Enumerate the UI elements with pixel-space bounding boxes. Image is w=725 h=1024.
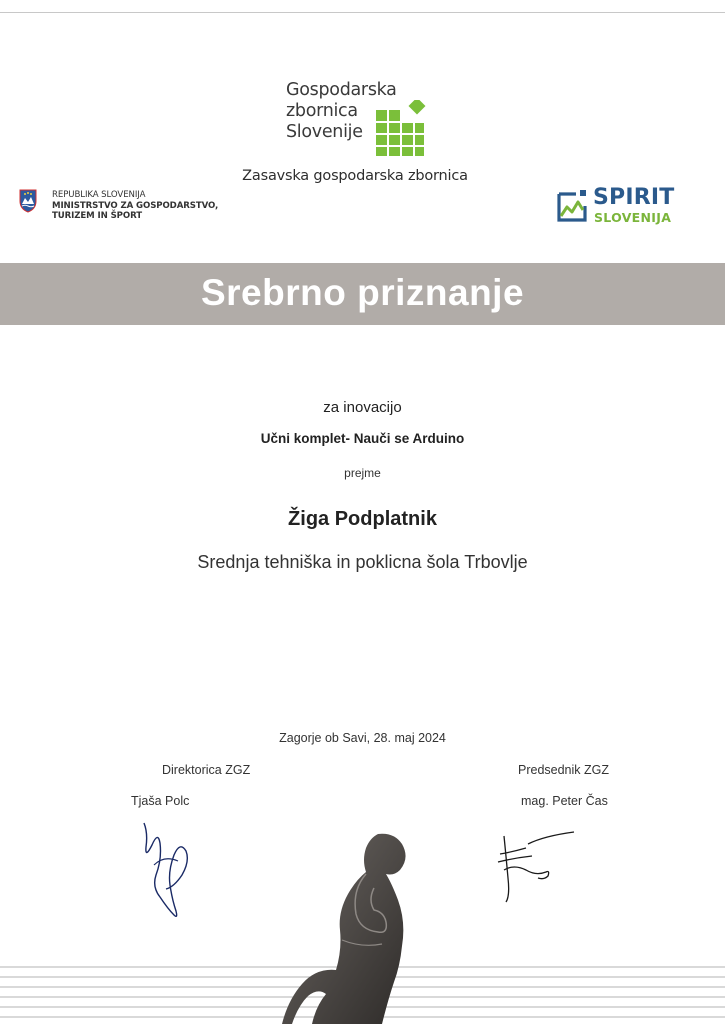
right-signatory-name: mag. Peter Čas [521, 794, 608, 808]
right-signature-icon [492, 826, 582, 906]
innovation-name: Učni komplet- Nauči se Arduino [260, 431, 465, 446]
recipient-name: Žiga Podplatnik [288, 508, 437, 530]
ministry-line-3: TURIZEM IN ŠPORT [52, 211, 142, 221]
coat-of-arms-icon [18, 189, 38, 213]
spirit-logo-country: SLOVENIJA [594, 210, 672, 225]
thinker-statue-icon [282, 830, 422, 1024]
spirit-logo-name: SPIRIT [593, 185, 675, 210]
green-grid-logo-icon [376, 100, 426, 156]
award-title: Srebrno priznanje [200, 272, 525, 313]
gzs-logo-line-3: Slovenije [286, 122, 363, 142]
ministry-line-2: MINISTRSTVO ZA GOSPODARSTVO, [52, 200, 219, 211]
place-and-date: Zagorje ob Savi, 28. maj 2024 [279, 731, 446, 745]
chamber-subtitle: Zasavska gospodarska zbornica [242, 168, 468, 184]
school-name: Srednja tehniška in poklicna šola Trbovlje [197, 552, 528, 572]
spirit-logo-icon [556, 188, 588, 224]
gzs-logo-line-1: Gospodarska [286, 80, 397, 100]
ministry-block [52, 190, 218, 222]
for-innovation-label: za inovacijo [323, 399, 402, 416]
left-signatory-name: Tjaša Polc [131, 794, 190, 808]
gzs-logo-line-2: zbornica [286, 101, 358, 121]
left-signatory-role: Direktorica ZGZ [162, 763, 251, 777]
top-border-line [0, 12, 725, 13]
right-signatory-role: Predsednik ZGZ [518, 763, 610, 777]
receives-label: prejme [344, 466, 381, 480]
ministry-line-1: REPUBLIKA SLOVENIJA [52, 190, 146, 200]
left-signature-icon [130, 815, 210, 925]
